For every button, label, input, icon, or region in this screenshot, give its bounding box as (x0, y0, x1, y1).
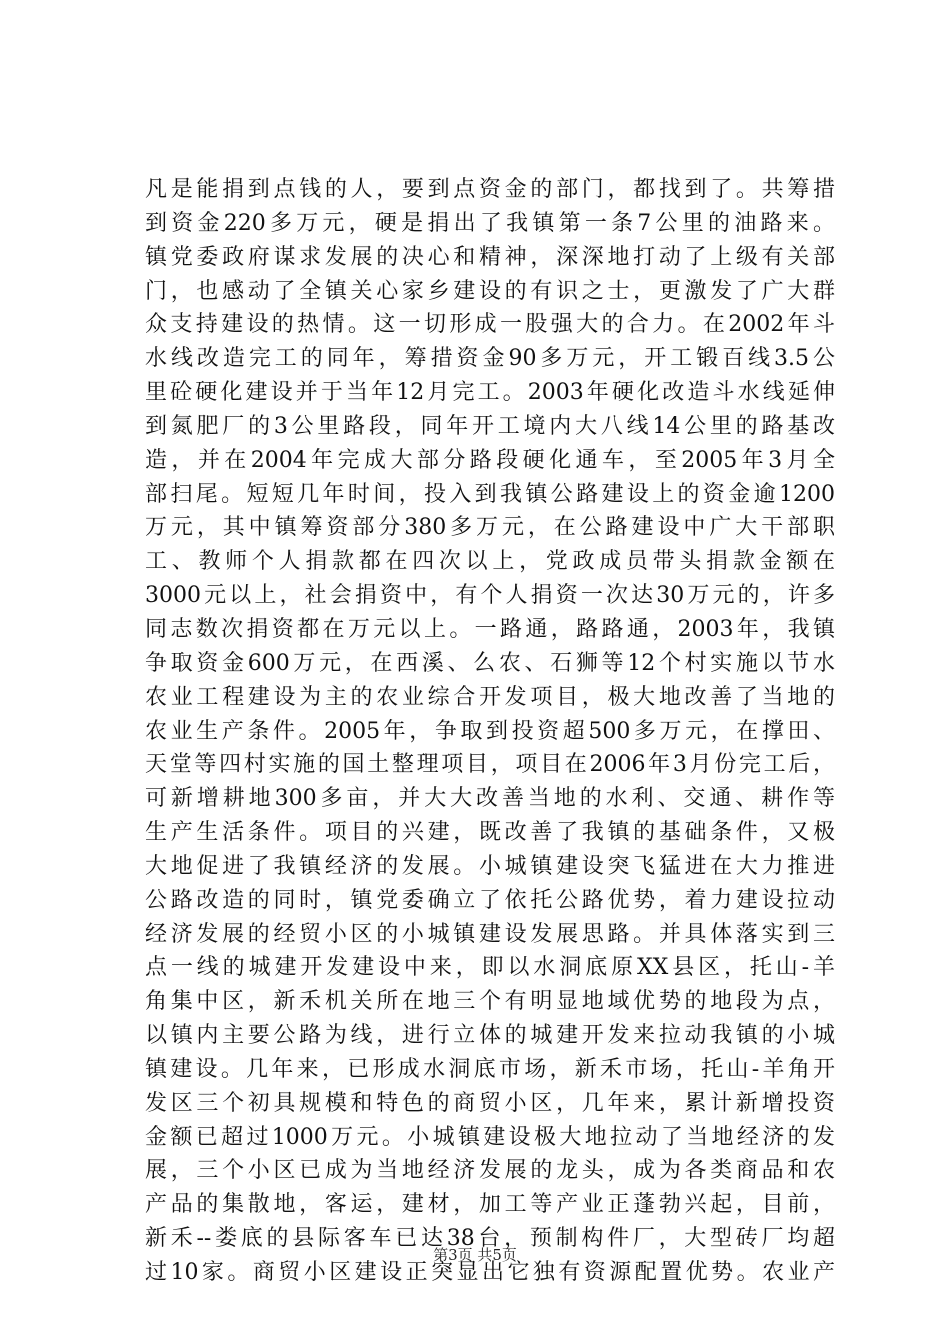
page-number-footer: 第3页 共5页 (433, 1246, 517, 1264)
text-line: 大地促进了我镇经济的发展。小城镇建设突飞猛进在大力推进 (145, 853, 835, 879)
text-line: 天堂等四村实施的国土整理项目，项目在2006年3月份完工后， (145, 752, 835, 778)
text-line: 工、教师个人捐款都在四次以上，党政成员带头捐款金额在 (145, 549, 835, 575)
text-line: 角集中区，新禾机关所在地三个有明显地域优势的地段为点， (145, 989, 835, 1015)
body-paragraph (145, 173, 835, 1290)
text-line: 万元，其中镇筹资部分380多万元，在公路建设中广大干部职 (145, 515, 835, 541)
text-line: 可新增耕地300多亩，并大大改善当地的水利、交通、耕作等 (145, 786, 835, 812)
text-line: 同志数次捐资都在万元以上。一路通，路路通，2003年，我镇 (145, 616, 835, 642)
text-line: 过10家。商贸小区建设正突显出它独有资源配置优势。农业产 (145, 1260, 835, 1285)
text-line: 展，三个小区已成为当地经济发展的龙头，成为各类商品和农 (145, 1158, 835, 1184)
text-line: 经济发展的经贸小区的小城镇建设发展思路。并具体落实到三 (145, 921, 835, 947)
text-line: 3000元以上，社会捐资中，有个人捐资一次达30万元的，许多 (145, 583, 835, 609)
text-line: 生产生活条件。项目的兴建，既改善了我镇的基础条件，又极 (145, 820, 835, 846)
text-line: 众支持建设的热情。这一切形成一股强大的合力。在2002年斗 (145, 312, 835, 338)
text-line: 里砼硬化建设并于当年12月完工。2003年硬化改造斗水线延伸 (145, 380, 835, 406)
text-line: 到资金220多万元，硬是捐出了我镇第一条7公里的油路来。 (145, 210, 835, 236)
text-line: 凡是能捐到点钱的人，要到点资金的部门，都找到了。共筹措 (145, 177, 835, 202)
text-line: 以镇内主要公路为线，进行立体的城建开发来拉动我镇的小城 (145, 1023, 835, 1049)
text-line: 部扫尾。短短几年时间，投入到我镇公路建设上的资金逾1200 (145, 481, 835, 507)
text-line: 镇党委政府谋求发展的决心和精神，深深地打动了上级有关部 (145, 244, 835, 270)
text-line: 点一线的城建开发建设中来，即以水洞底原XX县区，托山-羊 (145, 955, 835, 981)
text-line: 新禾--娄底的县际客车已达38台，预制构件厂，大型砖厂均超 (145, 1226, 835, 1252)
text-line: 发区三个初具规模和特色的商贸小区，几年来，累计新增投资 (145, 1090, 835, 1116)
text-line: 产品的集散地，客运，建材，加工等产业正蓬勃兴起，目前， (145, 1192, 835, 1218)
text-line: 水线改造完工的同年，筹措资金90多万元，开工锻百线3.5公 (145, 346, 835, 372)
text-line: 到氮肥厂的3公里路段，同年开工境内大八线14公里的路基改 (145, 413, 835, 439)
text-line: 造，并在2004年完成大部分路段硬化通车，至2005年3月全 (145, 447, 835, 473)
text-line: 门，也感动了全镇关心家乡建设的有识之士，更激发了广大群 (145, 278, 835, 304)
text-line: 农业工程建设为主的农业综合开发项目，极大地改善了当地的 (145, 684, 835, 710)
text-line: 农业生产条件。2005年，争取到投资超500多万元，在撑田、 (145, 718, 835, 744)
text-line: 镇建设。几年来，已形成水洞底市场，新禾市场，托山-羊角开 (145, 1056, 835, 1082)
text-line: 争取资金600万元，在西溪、么农、石狮等12个村实施以节水 (145, 650, 835, 676)
text-line: 金额已超过1000万元。小城镇建设极大地拉动了当地经济的发 (145, 1124, 835, 1150)
text-line: 公路改造的同时，镇党委确立了依托公路优势，着力建设拉动 (145, 887, 835, 913)
